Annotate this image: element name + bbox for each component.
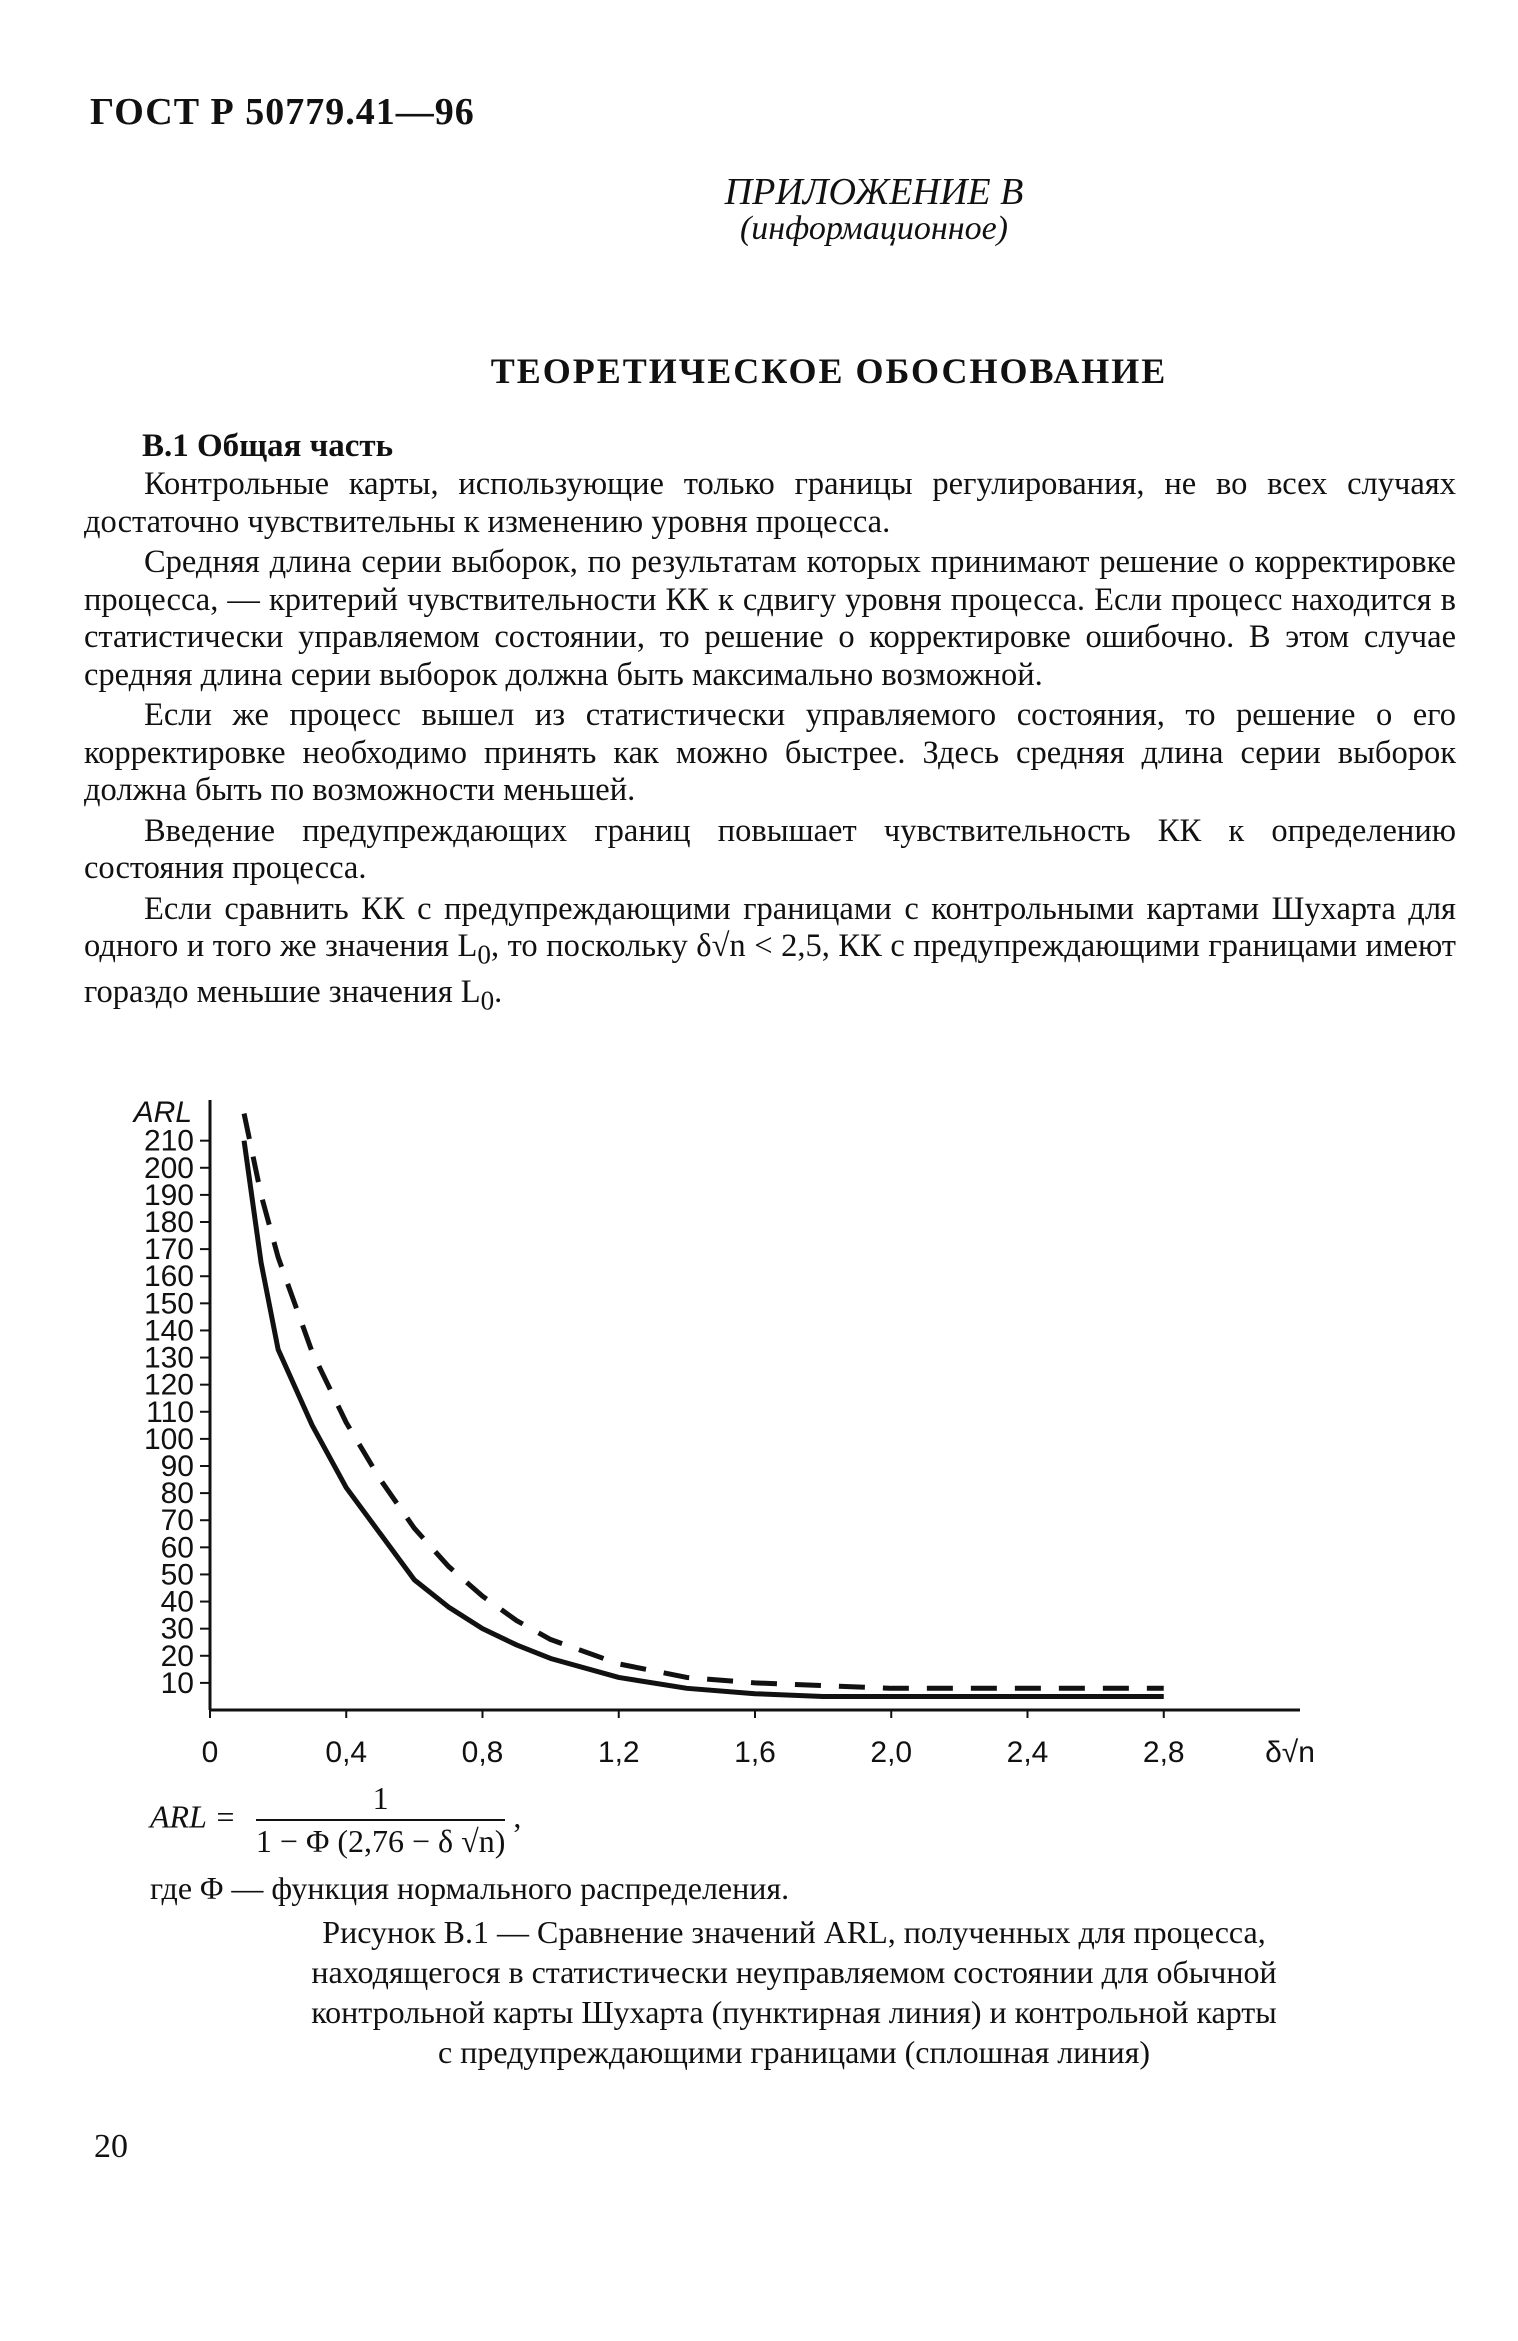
solid-series-line (244, 1141, 1164, 1697)
body-text (84, 466, 1456, 1020)
formula-numerator: 1 (256, 1780, 505, 1821)
formula-tail: , (513, 1798, 522, 1835)
paragraph: Контрольные карты, использующие только границы регулирования, не во всех случаях достаточно чувствительны к изменению уровня процесса. (84, 466, 1456, 540)
y-tick-label: 110 (146, 1395, 194, 1429)
section-heading: ТЕОРЕТИЧЕСКОЕ ОБОСНОВАНИЕ (490, 351, 1168, 391)
y-tick-label: 40 (160, 1585, 194, 1619)
formula-fraction (256, 1780, 505, 1860)
arl-chart (110, 1080, 1330, 1780)
y-axis-label: ARL (133, 1096, 192, 1129)
y-tick-label: 90 (160, 1450, 194, 1483)
appendix-title: ПРИЛОЖЕНИЕ В (724, 171, 1024, 213)
y-tick-label: 50 (160, 1558, 194, 1592)
y-tick-label: 210 (143, 1124, 194, 1158)
page-number: 20 (94, 2128, 128, 2165)
paragraph-text: Если сравнить КК с предупреждающими границами с контрольными картами Шухарта для одного и того же значения L (84, 890, 1456, 964)
y-tick-label: 60 (160, 1531, 194, 1565)
figure-caption (0, 1912, 1518, 2072)
y-tick-label: 20 (160, 1639, 194, 1673)
x-axis-label: δ√n (1265, 1736, 1315, 1769)
arl-formula (150, 1780, 521, 1860)
y-tick-label: 100 (143, 1422, 194, 1456)
paragraph-text: , то поскольку δ√n < 2,5, КК с предупреждающими границами имеют гораздо меньшие значения L (84, 928, 1456, 1010)
x-tick-label: 2,0 (870, 1736, 913, 1769)
x-tick-label: 1,6 (734, 1736, 776, 1769)
caption-line: Рисунок В.1 — Сравнение значений ARL, полученных для процесса, (322, 1914, 1266, 1950)
x-tick-label: 0,8 (461, 1736, 504, 1769)
x-tick-label: 0,4 (325, 1736, 368, 1769)
dashed-series-line (244, 1114, 1164, 1689)
paragraph: Если же процесс вышел из статистически управляемого состояния, то решение о его корректировке необходимо принять как можно быстрее. Здесь средняя длина серии выборок должна быть по возможности меньшей. (84, 697, 1456, 808)
formula-lhs: ARL = (150, 1798, 236, 1835)
y-tick-label: 10 (160, 1666, 194, 1700)
y-tick-label: 120 (143, 1368, 194, 1402)
y-tick-label: 140 (143, 1314, 194, 1348)
x-tick-label: 1,2 (597, 1736, 640, 1769)
y-tick-label: 70 (160, 1504, 194, 1538)
paragraph: Введение предупреждающих границ повышает чувствительность КК к определению состояния процесса. (84, 812, 1456, 886)
y-tick-label: 180 (143, 1206, 194, 1239)
y-tick-label: 150 (143, 1287, 194, 1321)
appendix-subtitle: (информационное) (739, 210, 1009, 247)
paragraph: Средняя длина серии выборок, по результатам которых принимают решение о корректировке процесса, — критерий чувствительности КК к сдвигу уровня процесса. Если процесс находится в статистически управляемом состоянии, то решение о корректировке ошибочно. В этом случае средняя длина серии выборок должна быть максимально возможной. (84, 544, 1456, 693)
y-tick-label: 190 (143, 1178, 194, 1212)
x-tick-label: 2,8 (1142, 1736, 1185, 1769)
y-tick-label: 170 (143, 1233, 194, 1267)
subscript: 0 (480, 985, 495, 1016)
paragraph (84, 891, 1456, 1021)
y-tick-label: 160 (143, 1260, 194, 1294)
caption-line: контрольной карты Шухарта (пунктирная линия) и контрольной карты (311, 1994, 1277, 2030)
subscript: 0 (477, 939, 491, 970)
standard-number: ГОСТ Р 50779.41—96 (90, 91, 475, 133)
paragraph-text: . (494, 974, 503, 1010)
y-tick-label: 130 (143, 1341, 194, 1375)
y-tick-label: 30 (160, 1612, 194, 1646)
x-tick-label: 0 (201, 1736, 219, 1769)
formula-explanation: где Φ — функция нормального распределения. (150, 1870, 790, 1906)
x-tick-label: 2,4 (1006, 1736, 1049, 1769)
formula-denominator: 1 − Φ (2,76 − δ √n) (255, 1823, 506, 1859)
y-tick-label: 80 (160, 1477, 194, 1511)
subsection-title: В.1 Общая часть (142, 428, 394, 464)
y-tick-label: 200 (143, 1151, 194, 1185)
caption-line: находящегося в статистически неуправляемом состоянии для обычной (311, 1954, 1277, 1990)
caption-line: с предупреждающими границами (сплошная линия) (438, 2034, 1150, 2070)
